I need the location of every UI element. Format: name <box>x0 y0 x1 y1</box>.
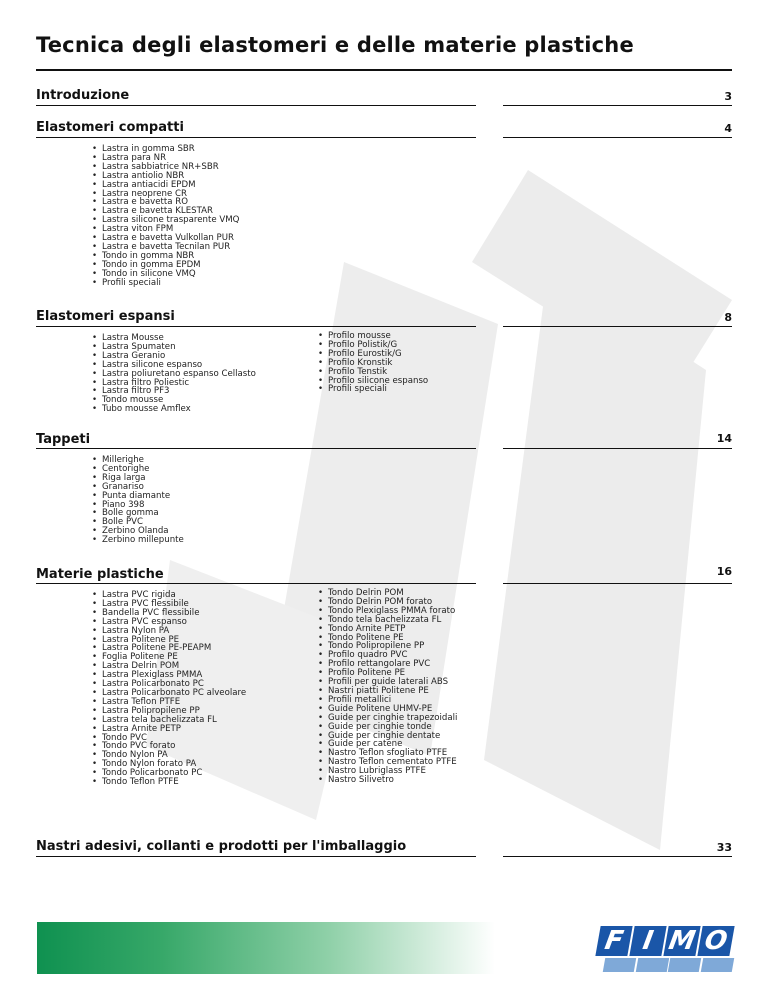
list-item: • Lastra Policarbonato PC alveolare <box>92 689 246 698</box>
list-item: • Zerbino millepunte <box>92 536 184 545</box>
list-item: • Lastra Geranio <box>92 352 256 361</box>
list-item: • Nastro Silivetro <box>318 776 457 785</box>
list-item: • Profilo mousse <box>318 332 428 341</box>
list-item: • Zerbino Olanda <box>92 527 184 536</box>
list-item: • Lastra tela bachelizzata FL <box>92 716 246 725</box>
list-item: • Tondo PVC forato <box>92 742 246 751</box>
elastomeri-espansi-list-right <box>318 332 428 394</box>
list-item: • Guide per cinghie trapezoidali <box>318 714 457 723</box>
section-page-materie-plastiche: 16 <box>716 565 732 578</box>
tappeti-list <box>92 456 184 545</box>
list-item: • Lastra e bavetta RO <box>92 198 239 207</box>
list-item: • Lastra poliuretano espanso Cellasto <box>92 370 256 379</box>
list-item: • Millerighe <box>92 456 184 465</box>
section-page-tappeti: 14 <box>716 432 732 445</box>
list-item: • Lastra viton FPM <box>92 225 239 234</box>
list-item: • Bolle PVC <box>92 518 184 527</box>
list-item: • Nastri piatti Politene PE <box>318 687 457 696</box>
list-item: • Profilo Politene PE <box>318 669 457 678</box>
list-item: • Lastra PVC espanso <box>92 618 246 627</box>
section-page-nastri-adesivi: 33 <box>716 841 732 854</box>
section-title-introduzione: Introduzione <box>36 88 130 103</box>
list-item: • Lastra Delrin POM <box>92 662 246 671</box>
list-item: • Guide per cinghie tonde <box>318 723 457 732</box>
list-item: • Profilo quadro PVC <box>318 651 457 660</box>
list-item: • Lastra PVC rigida <box>92 591 246 600</box>
section-rule-left <box>36 326 476 327</box>
section-rule-left <box>36 137 476 138</box>
list-item: • Profilo silicone espanso <box>318 377 428 386</box>
section-title-tappeti: Tappeti <box>36 432 91 447</box>
list-item: • Profilo Polistik/G <box>318 341 428 350</box>
section-rule-left <box>36 448 476 449</box>
title-divider <box>36 69 732 71</box>
list-item: • Lastra Nylon PA <box>92 627 246 636</box>
list-item: • Punta diamante <box>92 492 184 501</box>
list-item: • Lastra e bavetta Tecnilan PUR <box>92 243 239 252</box>
list-item: • Lastra Policarbonato PC <box>92 680 246 689</box>
logo-letter: M <box>663 926 700 956</box>
list-item: • Lastra Spumaten <box>92 343 256 352</box>
list-item: • Lastra Arnite PETP <box>92 725 246 734</box>
list-item: • Tondo tela bachelizzata FL <box>318 616 457 625</box>
list-item: • Tondo Policarbonato PC <box>92 769 246 778</box>
list-item: • Tondo Politene PE <box>318 634 457 643</box>
list-item: • Tubo mousse Amflex <box>92 405 256 414</box>
logo-letter: O <box>697 926 734 956</box>
elastomeri-compatti-list <box>92 145 239 288</box>
list-item: • Profili speciali <box>318 385 428 394</box>
list-item: • Lastra PVC flessibile <box>92 600 246 609</box>
list-item: • Centorighe <box>92 465 184 474</box>
list-item: • Profili metallici <box>318 696 457 705</box>
section-rule-right <box>503 448 732 449</box>
list-item: • Nastro Teflon cementato PTFE <box>318 758 457 767</box>
section-page-elastomeri-compatti: 4 <box>724 122 732 135</box>
list-item: • Bandella PVC flessibile <box>92 609 246 618</box>
list-item: • Profilo rettangolare PVC <box>318 660 457 669</box>
list-item: • Lastra Polipropilene PP <box>92 707 246 716</box>
logo-wordmark <box>598 926 732 956</box>
list-item: • Lastra e bavetta KLESTAR <box>92 207 239 216</box>
list-item: • Lastra filtro PF3 <box>92 387 256 396</box>
materie-plastiche-list-right <box>318 589 457 785</box>
logo-letter: I <box>629 926 666 956</box>
list-item: • Tondo in gomma EPDM <box>92 261 239 270</box>
logo-letter: F <box>595 926 632 956</box>
list-item: • Guide per cinghie dentate <box>318 732 457 741</box>
list-item: • Riga larga <box>92 474 184 483</box>
list-item: • Lastra antiolio NBR <box>92 172 239 181</box>
section-rule-right <box>503 583 732 584</box>
list-item: • Granariso <box>92 483 184 492</box>
logo-stripes <box>604 958 732 972</box>
list-item: • Lastra e bavetta Vulkollan PUR <box>92 234 239 243</box>
list-item: • Tondo Arnite PETP <box>318 625 457 634</box>
list-item: • Nastro Teflon sfogliato PTFE <box>318 749 457 758</box>
list-item: • Lastra antiacidi EPDM <box>92 181 239 190</box>
list-item: • Lastra para NR <box>92 154 239 163</box>
list-item: • Tondo mousse <box>92 396 256 405</box>
list-item: • Lastra Teflon PTFE <box>92 698 246 707</box>
list-item: • Profili speciali <box>92 279 239 288</box>
list-item: • Foglia Politene PE <box>92 653 246 662</box>
section-rule-left <box>36 583 476 584</box>
list-item: • Lastra Plexiglass PMMA <box>92 671 246 680</box>
materie-plastiche-list-left <box>92 591 246 787</box>
section-title-elastomeri-compatti: Elastomeri compatti <box>36 120 184 135</box>
list-item: • Tondo Plexiglass PMMA forato <box>318 607 457 616</box>
section-title-materie-plastiche: Materie plastiche <box>36 567 164 582</box>
list-item: • Tondo Nylon PA <box>92 751 246 760</box>
section-rule-right <box>503 137 732 138</box>
list-item: • Nastro Lubriglass PTFE <box>318 767 457 776</box>
list-item: • Tondo Teflon PTFE <box>92 778 246 787</box>
section-title-nastri-adesivi: Nastri adesivi, collanti e prodotti per l'imballaggio <box>36 839 407 854</box>
list-item: • Tondo Polipropilene PP <box>318 642 457 651</box>
list-item: • Lastra filtro Poliestic <box>92 379 256 388</box>
list-item: • Tondo Delrin POM <box>318 589 457 598</box>
page-title: Tecnica degli elastomeri e delle materie plastiche <box>36 33 634 57</box>
list-item: • Lastra Mousse <box>92 334 256 343</box>
list-item: • Tondo Nylon forato PA <box>92 760 246 769</box>
list-item: • Profilo Eurostik/G <box>318 350 428 359</box>
list-item: • Lastra sabbiatrice NR+SBR <box>92 163 239 172</box>
list-item: • Piano 398 <box>92 501 184 510</box>
list-item: • Tondo Delrin POM forato <box>318 598 457 607</box>
list-item: • Lastra silicone espanso <box>92 361 256 370</box>
section-rule-right <box>503 856 732 857</box>
list-item: • Tondo in silicone VMQ <box>92 270 239 279</box>
list-item: • Lastra neoprene CR <box>92 190 239 199</box>
list-item: • Lastra in gomma SBR <box>92 145 239 154</box>
list-item: • Guide per catene <box>318 740 457 749</box>
section-rule-right <box>503 326 732 327</box>
list-item: • Tondo PVC <box>92 734 246 743</box>
section-rule-left <box>36 856 476 857</box>
section-rule-left <box>36 105 476 106</box>
section-page-introduzione: 3 <box>724 90 732 103</box>
section-title-elastomeri-espansi: Elastomeri espansi <box>36 309 175 324</box>
elastomeri-espansi-list-left <box>92 334 256 414</box>
section-page-elastomeri-espansi: 8 <box>724 311 732 324</box>
list-item: • Profilo Kronstik <box>318 359 428 368</box>
list-item: • Profili per guide laterali ABS <box>318 678 457 687</box>
list-item: • Profilo Tenstik <box>318 368 428 377</box>
list-item: • Lastra Politene PE <box>92 636 246 645</box>
list-item: • Tondo in gomma NBR <box>92 252 239 261</box>
list-item: • Lastra silicone trasparente VMQ <box>92 216 239 225</box>
list-item: • Guide Politene UHMV-PE <box>318 705 457 714</box>
list-item: • Bolle gomma <box>92 509 184 518</box>
fimo-logo <box>596 926 732 974</box>
list-item: • Lastra Politene PE-PEAPM <box>92 644 246 653</box>
section-rule-right <box>503 105 732 106</box>
